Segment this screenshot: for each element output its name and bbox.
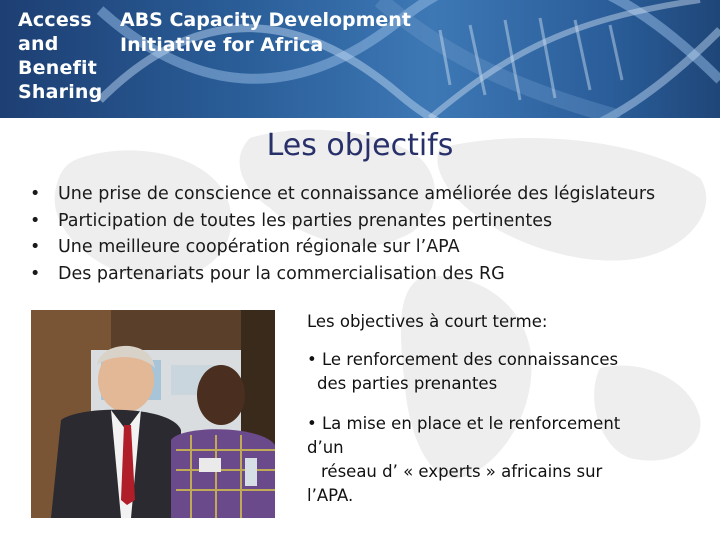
short-term-item <box>307 412 707 508</box>
initiative-line: ABS Capacity Development <box>120 9 411 31</box>
short-term-item <box>307 348 707 396</box>
abs-line: and <box>18 33 59 55</box>
short-term-line: d’un <box>307 438 344 457</box>
list-item <box>30 208 655 235</box>
list-item <box>30 181 655 208</box>
initiative-line: Initiative for Africa <box>120 34 324 56</box>
photo-people-graphic <box>31 310 275 518</box>
objectives-list <box>30 181 655 287</box>
short-term-line: l’APA. <box>307 486 354 505</box>
conference-photo <box>31 310 275 518</box>
objective-text: Des partenariats pour la commercialisation des RG <box>58 263 505 284</box>
initiative-title <box>120 8 411 58</box>
bullet-marker: • <box>30 237 41 257</box>
short-term-objectives <box>307 312 707 508</box>
short-term-line: réseau d’ « experts » africains sur <box>321 462 603 481</box>
abs-line: Access <box>18 9 92 31</box>
objective-text: Une meilleure coopération régionale sur l’APA <box>58 237 460 257</box>
bullet-marker: • <box>30 184 41 204</box>
abs-logo-text <box>18 8 102 104</box>
objective-text: Une prise de conscience et connaissance améliorée des législateurs <box>58 184 656 204</box>
abs-line: Benefit <box>18 57 98 79</box>
short-term-line: • Le renforcement des connaissances <box>307 350 619 369</box>
bullet-marker: • <box>30 263 41 284</box>
page-title: Les objectifs <box>266 128 454 163</box>
short-term-line: des parties prenantes <box>317 374 498 393</box>
list-item <box>30 234 655 261</box>
header-banner <box>0 0 720 118</box>
short-term-line: • La mise en place et le renforcement <box>307 414 621 433</box>
short-term-heading: Les objectives à court terme: <box>307 312 548 331</box>
bullet-marker: • <box>30 210 41 231</box>
objective-text: Participation de toutes les parties prenantes pertinentes <box>58 210 553 231</box>
abs-line: Sharing <box>18 81 103 103</box>
list-item <box>30 261 655 288</box>
